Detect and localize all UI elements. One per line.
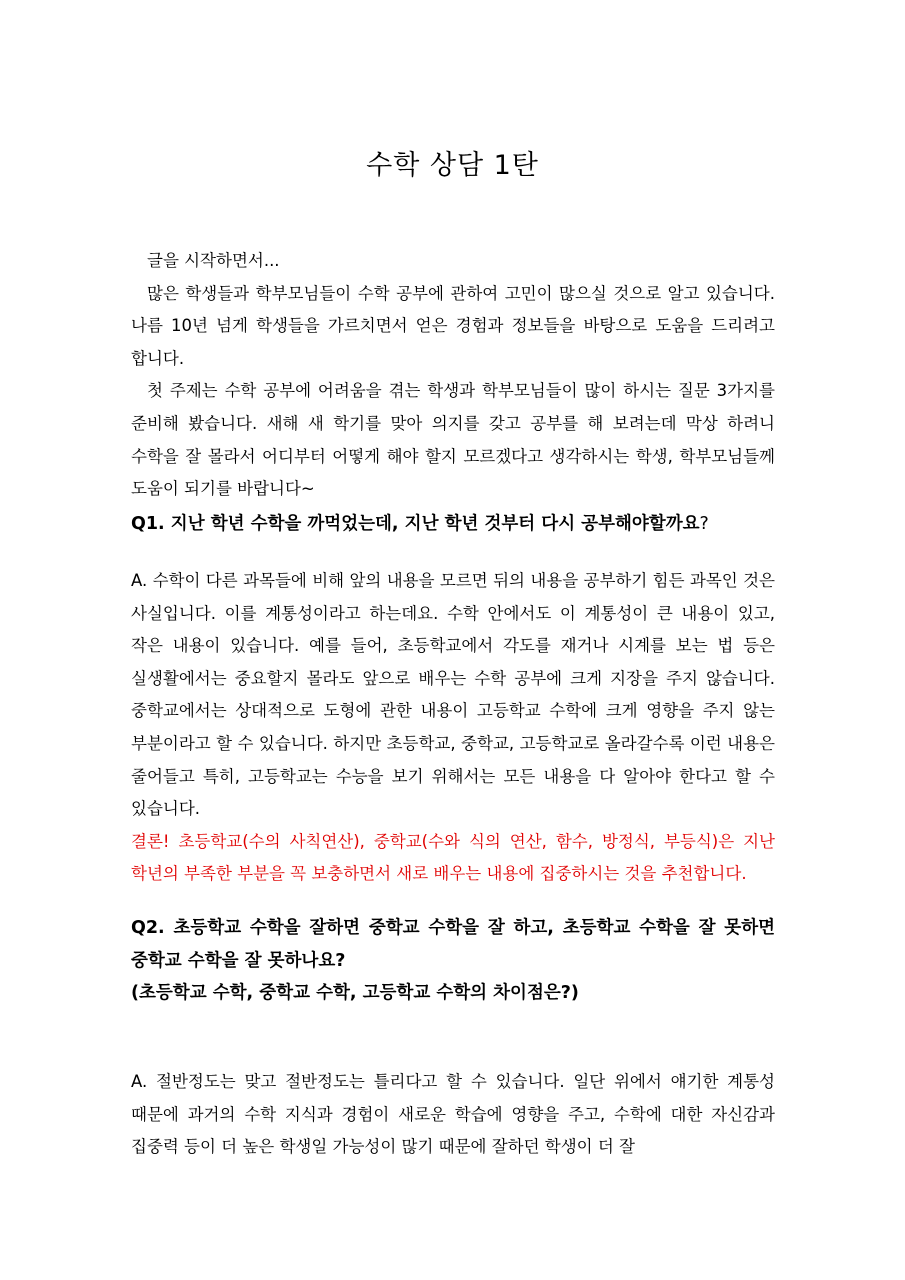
answer-2-text: A. 절반정도는 맞고 절반정도는 틀리다고 할 수 있습니다. 일단 위에서 얘기한 계통성 때문에 과거의 수학 지식과 경험이 새로운 학습에 영향을 주고, 수학에 대한 자신감과 집중력 등이 더 높은 학생일 가능성이 많기 때문에 잘하던 학생이 더 잘 — [131, 1072, 775, 1157]
question-2-subquestion: (초등학교 수학, 중학교 수학, 고등학교 수학의 차이점은?) — [131, 983, 579, 1004]
question-2-heading — [131, 912, 775, 1010]
intro-opening: 글을 시작하면서... — [147, 251, 280, 270]
question-2-text: Q2. 초등학교 수학을 잘하면 중학교 수학을 잘 하고, 초등학교 수학을 잘 못하면 중학교 수학을 잘 못하나요? — [131, 918, 775, 971]
question-1-mark: ? — [699, 514, 709, 534]
question-1-heading — [131, 508, 775, 541]
answer-1-conclusion: 결론! 초등학교(수의 사칙연산), 중학교(수와 식의 연산, 함수, 방정식, 부등식)은 지난 학년의 부족한 부분을 꼭 보충하면서 새로 배우는 내용에 집중하시는 것을 추천합니다. — [131, 831, 775, 884]
document-title: 수학 상담 1탄 — [366, 150, 539, 181]
answer-2-section — [131, 1066, 775, 1164]
answer-1-section — [131, 565, 775, 891]
question-1-text: Q1. 지난 학년 수학을 까먹었는데, 지난 학년 것부터 다시 공부해야할까요 — [131, 514, 700, 534]
intro-section — [131, 245, 775, 506]
intro-paragraph-2: 첫 주제는 수학 공부에 어려움을 겪는 학생과 학부모님들이 많이 하시는 질문 3가지를 준비해 봤습니다. 새해 새 학기를 맞아 의지를 갖고 공부를 해 보려는데 막상 하려니 수학을 잘 몰라서 어디부터 어떻게 해야 할지 모르겠다고 생각하시는 학생, 학부모님들께 도움이 되기를 바랍니다~ — [131, 381, 775, 499]
answer-1-text: A. 수학이 다른 과목들에 비해 앞의 내용을 모르면 뒤의 내용을 공부하기 힘든 과목인 것은 사실입니다. 이를 계통성이라고 하는데요. 수학 안에서도 이 계통성이 큰 내용이 있고, 작은 내용이 있습니다. 예를 들어, 초등학교에서 각도를 재거나 시계를 보는 법 등은 실생활에서는 중요할지 몰라도 앞으로 배우는 수학 공부에 크게 지장을 주지 않습니다. 중학교에서는 상대적으로 도형에 관한 내용이 고등학교 수학에 크게 영향을 주지 않는 부분이라고 할 수 있습니다. 하지만 초등학교, 중학교, 고등학교로 올라갈수록 이런 내용은 줄어들고 특히, 고등학교는 수능을 보기 위해서는 모든 내용을 다 알아야 한다고 할 수 있습니다. — [131, 571, 775, 819]
intro-paragraph-1: 많은 학생들과 학부모님들이 수학 공부에 관하여 고민이 많으실 것으로 알고 있습니다. 나름 10년 넘게 학생들을 가르치면서 얻은 경험과 정보들을 바탕으로 도움을 드리려고 합니다. — [131, 283, 775, 368]
